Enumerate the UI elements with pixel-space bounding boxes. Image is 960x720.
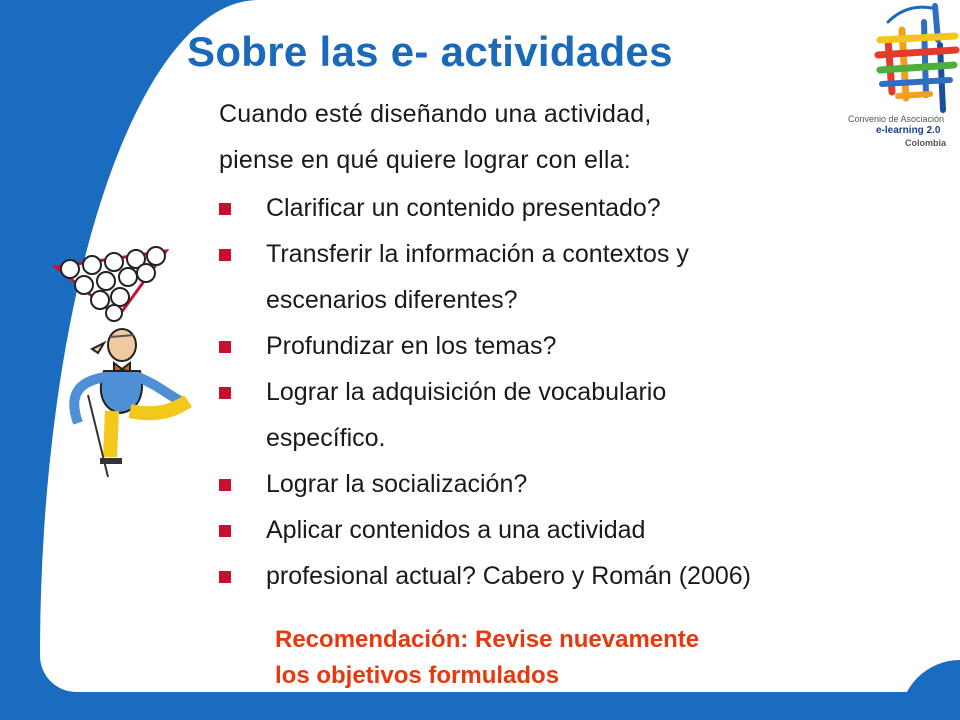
logo-line-3: Colombia — [905, 138, 947, 148]
bullet-square-icon — [219, 525, 231, 537]
bullet-text: escenarios diferentes? — [266, 286, 518, 314]
intro-line-1: Cuando esté diseñando una actividad, — [219, 100, 652, 128]
bullet-text: profesional actual? Cabero y Román (2006) — [266, 562, 751, 590]
logo-line-1: Convenio de Asociación — [848, 114, 945, 124]
recommendation — [275, 622, 699, 694]
bullet-square-icon — [219, 203, 231, 215]
bullet-text: Profundizar en los temas? — [266, 332, 557, 360]
clipart-juggler-figure — [48, 245, 208, 485]
bullet-square-icon — [219, 571, 231, 583]
bullet-text: Transferir la información a contextos y — [266, 240, 689, 268]
logo-line-2: e-learning 2.0 — [876, 125, 941, 136]
bullet-text: Lograr la adquisición de vocabulario — [266, 378, 667, 406]
bullet-text: Lograr la socialización? — [266, 470, 528, 498]
bullet-square-icon — [219, 387, 231, 399]
recommendation-line-1: Recomendación: Revise nuevamente — [275, 626, 700, 653]
bullet-square-icon — [219, 249, 231, 261]
bullet-text: Aplicar contenidos a una actividad — [266, 516, 646, 544]
bullet-text: Clarificar un contenido presentado? — [266, 194, 661, 222]
slide-title: Sobre las e- actividades — [187, 28, 673, 75]
elearning-logo-mark — [840, 0, 960, 160]
intro-line-2: piense en qué quiere lograr con ella: — [219, 146, 631, 174]
recommendation-line-2: los objetivos formulados — [275, 662, 560, 689]
bullet-square-icon — [219, 341, 231, 353]
bullet-text: específico. — [266, 424, 386, 452]
bullet-square-icon — [219, 479, 231, 491]
